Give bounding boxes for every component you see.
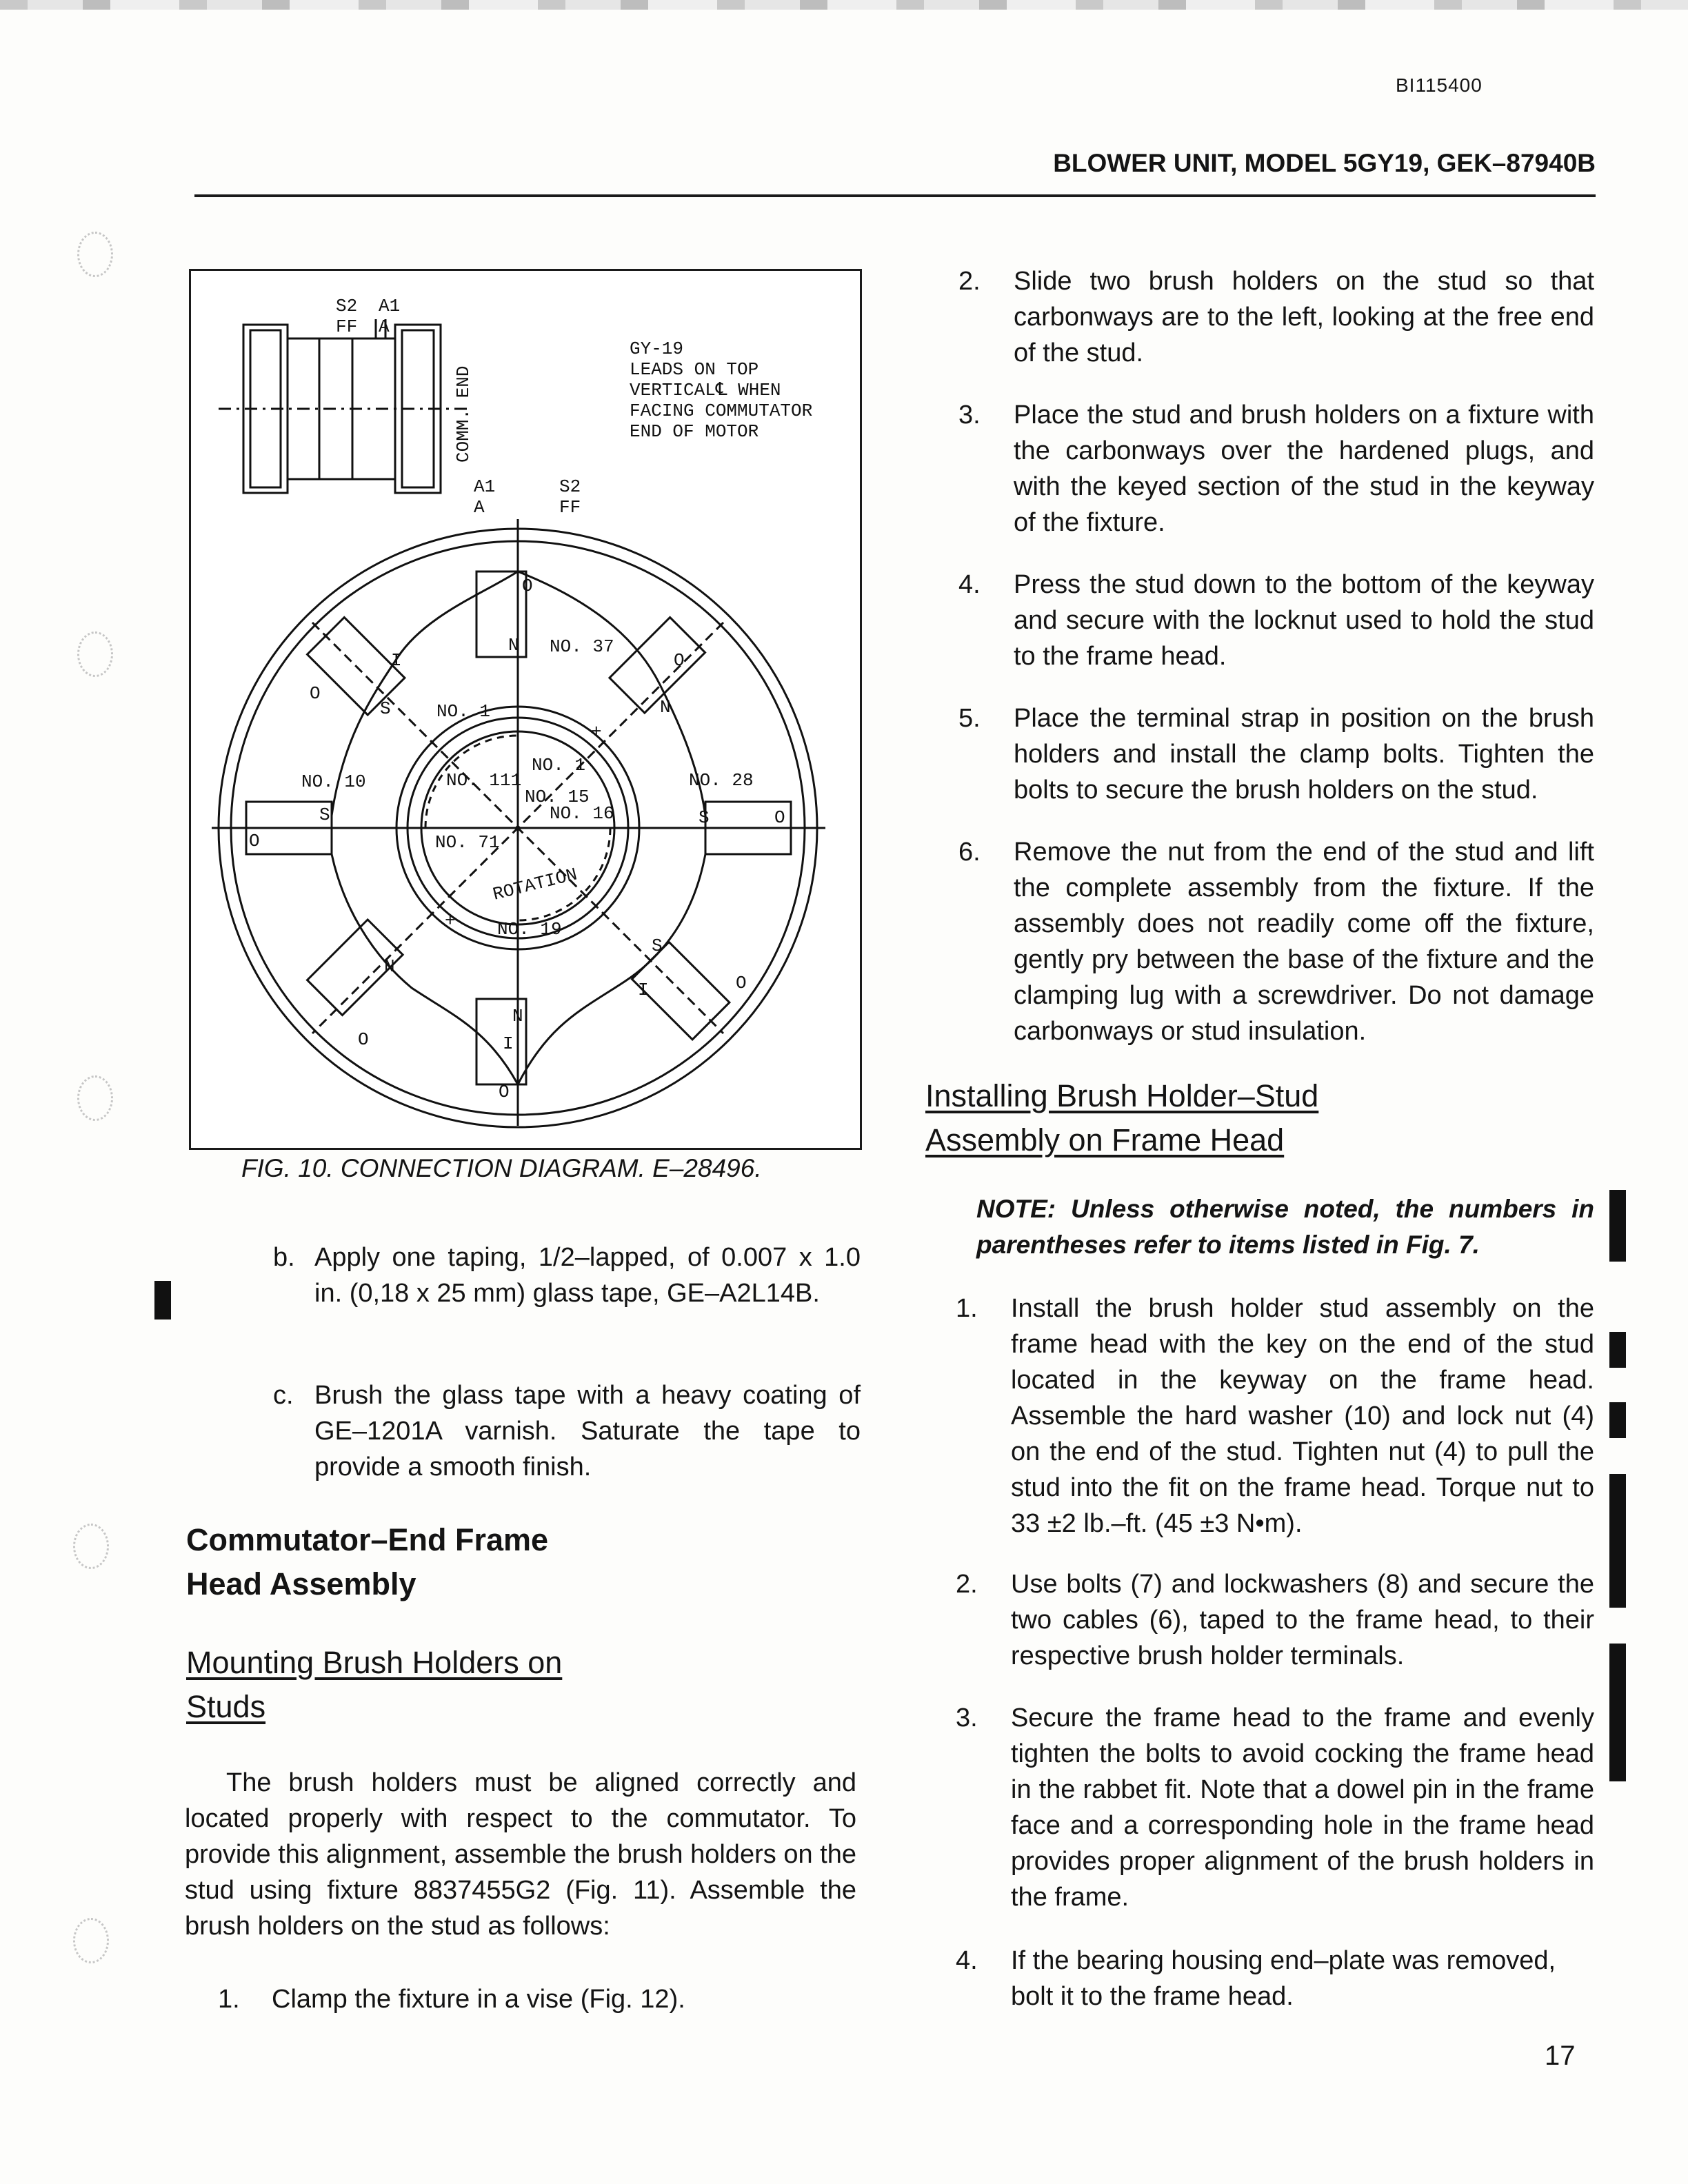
- list-marker: 3.: [956, 1703, 978, 1732]
- label-no16: NO. 16: [550, 803, 614, 824]
- label-no15: NO. 15: [525, 787, 590, 807]
- change-bar: [1609, 1644, 1626, 1781]
- list-item: [218, 1981, 859, 2023]
- change-bar: [1609, 1402, 1626, 1438]
- hole-punch-mark: [73, 1918, 109, 1963]
- list-marker: 3.: [958, 401, 981, 429]
- label-s2: S2: [336, 296, 358, 316]
- note-line-2: LEADS ON TOP: [630, 359, 759, 380]
- label-n: N: [508, 635, 519, 656]
- list-marker: c.: [273, 1381, 294, 1410]
- label-comm-end: COMM. END: [453, 365, 474, 463]
- label-ff: FF: [336, 316, 358, 337]
- list-marker: 6.: [958, 838, 981, 867]
- label-plus: +: [445, 911, 456, 931]
- section-heading: Head Assembly: [186, 1566, 416, 1601]
- paragraph: The brush holders must be aligned correctly and located properly with respect to the commutator. To provide this alignment, assemble the brush holders on the stud using fixture 8837455G2 (Fig. 11). Assemble the brush holders on the stud as follows:: [185, 1768, 856, 1941]
- label-a: A: [379, 316, 390, 337]
- change-bar: [154, 1281, 171, 1320]
- label-a-lower: A: [474, 497, 485, 518]
- connection-diagram: [189, 269, 862, 1150]
- document-id: BI115400: [1396, 74, 1483, 96]
- label-o: O: [736, 973, 747, 993]
- label-no28: NO. 28: [689, 770, 754, 791]
- hole-punch-mark: [77, 631, 113, 677]
- list-marker: b.: [273, 1243, 295, 1272]
- label-s: S: [652, 936, 663, 956]
- note-line-3: VERTICAL℄ WHEN: [630, 380, 781, 401]
- label-o: O: [774, 807, 785, 828]
- label-no1-b: NO. 1: [532, 755, 586, 776]
- label-o: O: [499, 1082, 510, 1102]
- label-a1: A1: [379, 296, 401, 316]
- list-text: Place the terminal strap in position on the brush holders and install the clamp bolts. Tighten the bolts to secure the brush holders on the stud.: [1014, 704, 1594, 805]
- label-rotation: ROTATION: [490, 864, 580, 905]
- list-text: Secure the frame head to the frame and evenly tighten the bolts to avoid cocking the frame head in the rabbet fit. Note that a dowel pin in the frame face and a corresponding hole in the frame head provides proper alignment of the brush holders in the frame.: [1011, 1703, 1594, 1912]
- list-marker: 2.: [956, 1570, 978, 1599]
- list-text: Place the stud and brush holders on a fixture with the carbonways over the hardened plugs, and with the keyed section of the stud in the keyway of the fixture.: [1014, 401, 1594, 537]
- list-item: [956, 1943, 1594, 2025]
- hole-punch-mark: [77, 232, 113, 277]
- list-item: [958, 397, 1594, 549]
- label-i: I: [638, 980, 649, 1000]
- label-plus: +: [591, 722, 602, 742]
- list-marker: 4.: [958, 570, 981, 599]
- list-item: [956, 1700, 1594, 1928]
- label-no37: NO. 37: [550, 636, 614, 657]
- list-item: [958, 700, 1594, 818]
- label-n: N: [384, 956, 395, 977]
- label-s: S: [319, 805, 330, 825]
- list-item: [273, 1240, 861, 1350]
- hole-punch-mark: [73, 1524, 109, 1569]
- label-o: O: [522, 576, 533, 596]
- label-s2-lower: S2: [559, 476, 581, 497]
- list-text: Remove the nut from the end of the stud and lift the complete assembly from the fixture. If the assembly does not readily come off the fixture, gently pry between the base of the fixture and the clamping lug with a screwdriver. Do not damage carbonways or stud insulation.: [1014, 838, 1594, 1046]
- list-marker: 1.: [218, 1985, 240, 2014]
- list-text: If the bearing housing end–plate was removed, bolt it to the frame head.: [1011, 1946, 1556, 2011]
- label-o: O: [249, 831, 260, 851]
- subheading: Studs: [186, 1689, 266, 1724]
- label-no10: NO. 10: [301, 771, 366, 792]
- label-no71: NO. 71: [435, 832, 500, 853]
- hole-punch-mark: [77, 1075, 113, 1121]
- running-head: BLOWER UNIT, MODEL 5GY19, GEK–87940B: [1053, 149, 1596, 177]
- list-text: Use bolts (7) and lockwashers (8) and secure the two cables (6), taped to the frame head, to their respective brush holder terminals.: [1011, 1570, 1594, 1670]
- subheading: Mounting Brush Holders on: [186, 1645, 563, 1680]
- label-o: O: [358, 1029, 369, 1050]
- label-o: O: [674, 650, 685, 671]
- scan-edge-artifact: [0, 0, 1688, 10]
- list-text: Press the stud down to the bottom of the keyway and secure with the locknut used to hold the stud to the frame head.: [1014, 570, 1594, 671]
- label-a1-lower: A1: [474, 476, 496, 497]
- subheading: Assembly on Frame Head: [925, 1122, 1285, 1157]
- note-line-4: FACING COMMUTATOR: [630, 401, 813, 421]
- list-item: [958, 834, 1594, 1062]
- subheading: Installing Brush Holder–Stud: [925, 1078, 1319, 1113]
- header-rule: [194, 194, 1596, 197]
- section-heading: Commutator–End Frame: [186, 1522, 549, 1557]
- list-text: Clamp the fixture in a vise (Fig. 12).: [272, 1985, 685, 2014]
- note-line-5: END OF MOTOR: [630, 421, 759, 442]
- figure-caption: FIG. 10. CONNECTION DIAGRAM. E–28496.: [241, 1154, 762, 1182]
- label-i: I: [391, 650, 402, 671]
- list-marker: 4.: [956, 1946, 978, 1975]
- change-bar: [1609, 1474, 1626, 1608]
- list-item: [956, 1291, 1594, 1553]
- label-o: O: [310, 683, 321, 704]
- list-item: [958, 567, 1594, 684]
- list-item: [958, 263, 1594, 381]
- note: NOTE: Unless otherwise noted, the numbers in parentheses refer to items listed in Fig. 7.: [976, 1195, 1594, 1259]
- label-s: S: [699, 807, 710, 828]
- list-marker: 5.: [958, 704, 981, 733]
- list-text: Slide two brush holders on the stud so that carbonways are to the left, looking at the free end of the stud.: [1014, 267, 1594, 367]
- label-no111: NO. 111: [446, 770, 522, 791]
- label-i: I: [503, 1033, 514, 1054]
- label-n: N: [512, 1006, 523, 1027]
- list-item: [956, 1566, 1594, 1684]
- list-marker: 2.: [958, 267, 981, 296]
- label-no1-a: NO. 1: [436, 701, 491, 722]
- label-s: S: [380, 698, 391, 719]
- label-n: N: [660, 697, 671, 718]
- list-text: Install the brush holder stud assembly on the frame head with the key on the end of the stud located in the keyway on the frame head. Assemble the hard washer (10) and lock nut (4) on the end of the stud. Tighten nut (4) to pull the stud into the fit on the frame head. Torque nut to 33 ±2 lb.–ft. (45 ±3 N•m).: [1011, 1294, 1594, 1538]
- list-item: [273, 1377, 861, 1488]
- note-line-1: GY-19: [630, 338, 684, 359]
- list-text: Brush the glass tape with a heavy coating of GE–1201A varnish. Saturate the tape to provide a smooth finish.: [314, 1381, 861, 1482]
- label-no19: NO. 19: [497, 919, 562, 940]
- page-number: 17: [1545, 2041, 1576, 2071]
- change-bar: [1609, 1190, 1626, 1262]
- change-bar: [1609, 1332, 1626, 1368]
- list-text: Apply one taping, 1/2–lapped, of 0.007 x 1.0 in. (0,18 x 25 mm) glass tape, GE–A2L14B.: [314, 1243, 861, 1308]
- list-marker: 1.: [956, 1294, 978, 1323]
- label-ff-lower: FF: [559, 497, 581, 518]
